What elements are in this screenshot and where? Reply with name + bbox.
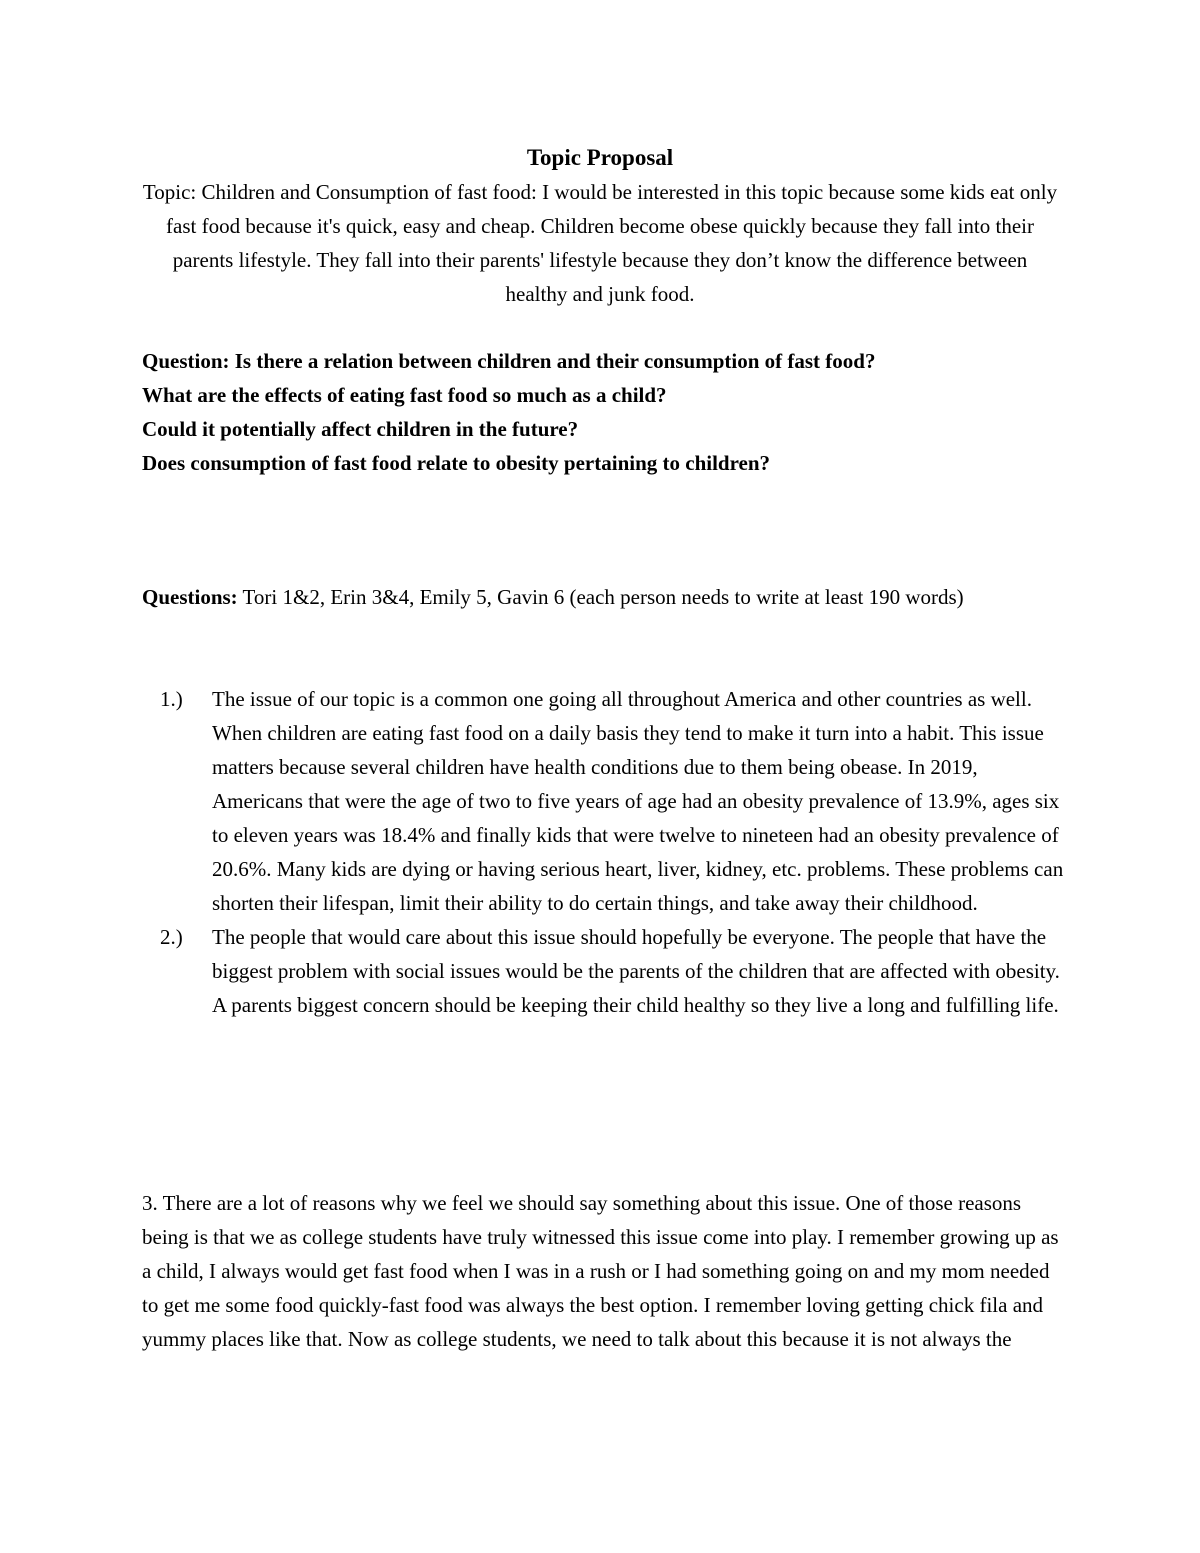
- answer-number: 2.): [160, 925, 183, 949]
- research-questions: [142, 344, 1082, 480]
- document-title: Topic Proposal: [526, 145, 674, 170]
- numbered-answers: [160, 682, 1065, 1022]
- research-question: What are the effects of eating fast food so much as a child?: [142, 383, 667, 407]
- research-question: Could it potentially affect children in the future?: [142, 417, 579, 441]
- answer-item: [160, 920, 1065, 1022]
- answer-item: [160, 682, 1065, 920]
- answer-text: The issue of our topic is a common one going all throughout America and other countries as well. When children are eating fast food on a daily basis they tend to make it turn into a habit. This issue matters because several children have health conditions due to them being obease. In 2019, Americans that were the age of two to five years of age had an obesity prevalence of 13.9%, ages six to eleven years was 18.4% and finally kids that were twelve to nineteen had an obesity prevalence of 20.6%. Many kids are dying or having serious heart, liver, kidney, etc. problems. These problems can shorten their lifespan, limit their ability to do certain things, and take away their childhood.: [212, 687, 1064, 915]
- question-assignments: [142, 580, 1042, 614]
- answer-text: The people that would care about this issue should hopefully be everyone. The people that have the biggest problem with social issues would be the parents of the children that are affected with obesity. A parents biggest concern should be keeping their child healthy so they live a long and fulfilling life.: [212, 925, 1060, 1017]
- answer-number: 1.): [160, 687, 183, 711]
- assignments-text: Tori 1&2, Erin 3&4, Emily 5, Gavin 6 (each person needs to write at least 190 words): [237, 585, 964, 609]
- topic-intro-paragraph: Topic: Children and Consumption of fast food: I would be interested in this topic because some kids eat only fast food because it's quick, easy and cheap. Children become obese quickly because they fall into their parents lifestyle. They fall into their parents' lifestyle because they don’t know the difference between healthy and junk food.: [142, 180, 1058, 306]
- answer-3-paragraph: 3. There are a lot of reasons why we feel we should say something about this issue. One of those reasons being is that we as college students have truly witnessed this issue come into play. I remember growing up as a child, I always would get fast food when I was in a rush or I had something going on and my mom needed to get me some food quickly-fast food was always the best option. I remember loving getting chick fila and yummy places like that. Now as college students, we need to talk about this because it is not always the: [142, 1191, 1059, 1351]
- research-question: Does consumption of fast food relate to obesity pertaining to children?: [142, 451, 771, 475]
- assignments-label: Questions:: [142, 585, 238, 609]
- research-question: Question: Is there a relation between children and their consumption of fast food?: [142, 349, 876, 373]
